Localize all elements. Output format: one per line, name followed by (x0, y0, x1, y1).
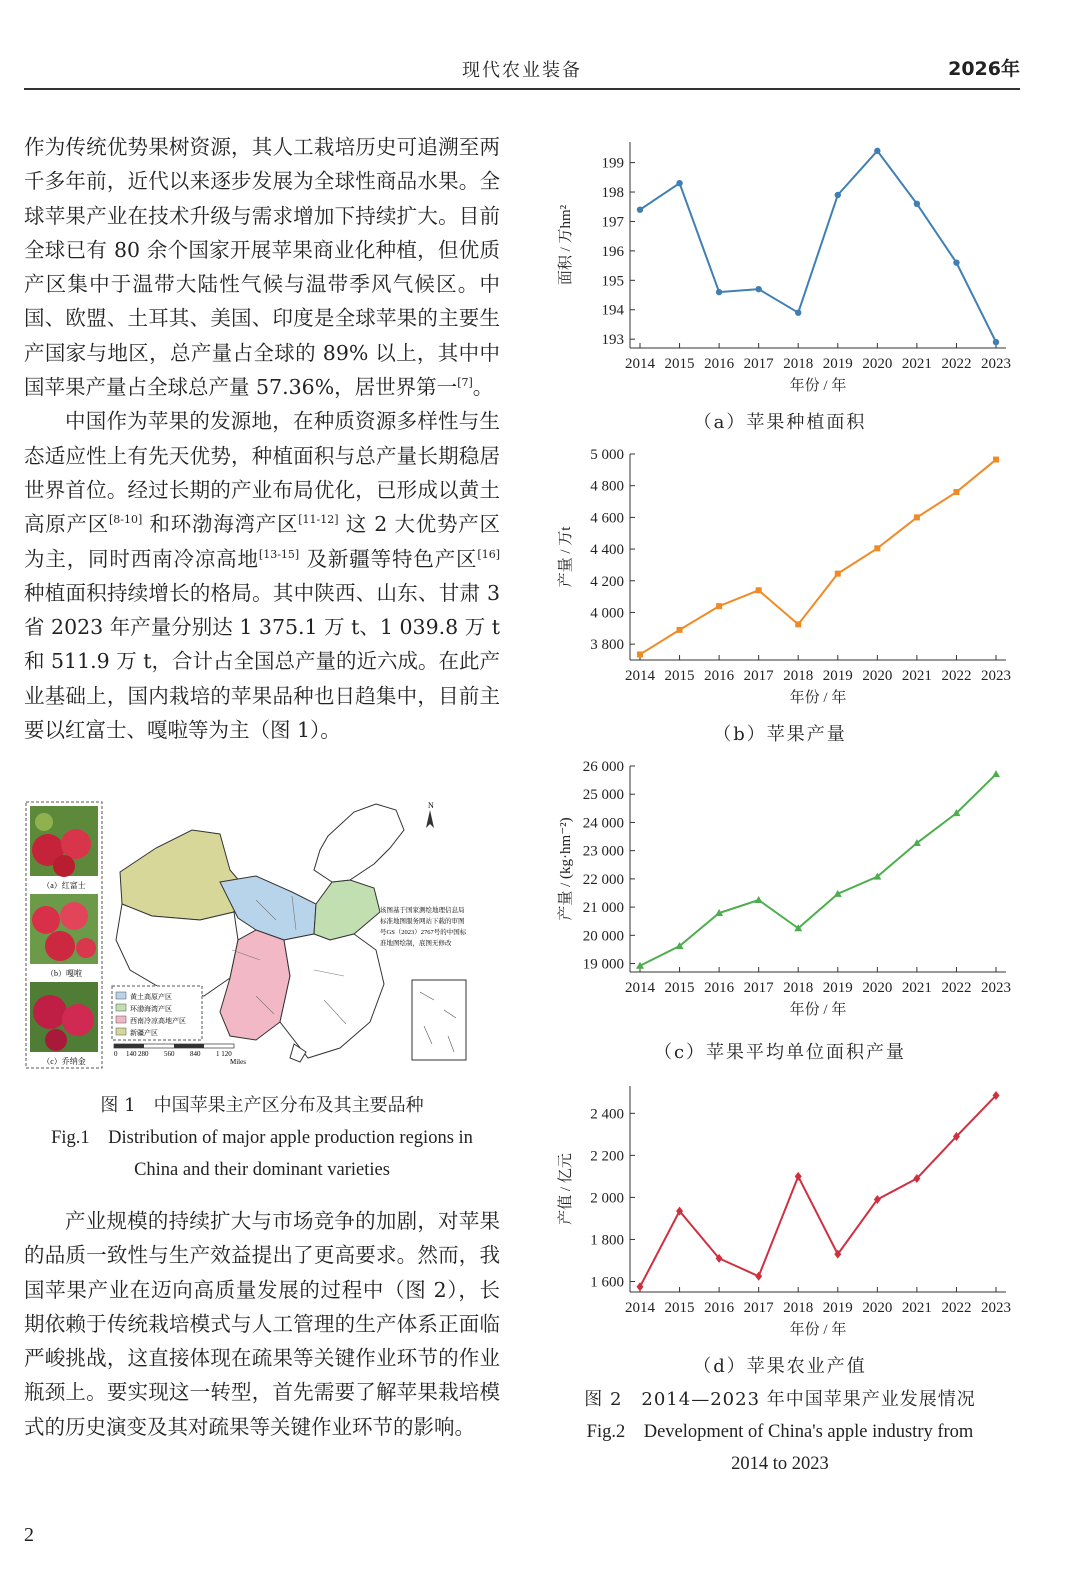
chart-area (540, 130, 1020, 400)
figure-1-caption-en-2: China and their dominant varieties (134, 1160, 390, 1180)
y-tick-label: 195 (601, 273, 624, 290)
x-axis-label: 年份 / 年 (789, 1002, 847, 1018)
paragraph-2 (24, 404, 500, 747)
chart-d-caption: （d）苹果农业产值 (693, 1356, 867, 1377)
map-note-3: 号GS（2023）2767号的中国标 (380, 929, 467, 936)
scale-280: 280 (138, 1050, 149, 1058)
x-tick-label: 2016 (704, 668, 735, 684)
page-header (24, 50, 1020, 90)
x-tick-label: 2017 (743, 668, 774, 684)
x-tick-label: 2022 (941, 668, 972, 684)
north-label: N (428, 801, 434, 810)
data-point (993, 339, 999, 345)
map-note-4: 准地图绘制，底图无修改 (380, 940, 452, 947)
citation: [11-12] (298, 513, 339, 527)
x-tick-label: 2014 (625, 980, 655, 996)
data-point (637, 206, 643, 212)
left-column (24, 130, 500, 747)
photo-c-label: （c）乔纳金 (42, 1057, 86, 1066)
data-point (716, 289, 722, 295)
chart-b-wrap (540, 442, 1020, 716)
legend-swatch-xinjiang (116, 1028, 126, 1035)
scale-1120: 1 120 (216, 1050, 232, 1058)
x-axis-label: 年份 / 年 (789, 1322, 847, 1338)
x-tick-label: 2018 (783, 668, 814, 684)
y-tick-label: 3 800 (590, 637, 624, 654)
y-tick-label: 197 (601, 214, 624, 231)
paragraph-2-text-e: 种植面积持续增长的格局。其中陕西、山东、甘肃 3 省 2023 年产量分别达 1 375.1 万 t、1 039.8 万 t 和 511.9 万 t，合计占全国总产量的近六成。在此产业基础上，国内栽培的苹果品种也日趋集中，目前主要以红富士、嘎啦等为主（图 1）。 (24, 580, 500, 743)
paragraph-2-text-b: 和环渤海湾产区 (142, 512, 299, 537)
data-point (992, 770, 1000, 777)
x-tick-label: 2019 (822, 668, 853, 684)
figure-1-caption-en-1: Fig.1 Distribution of major apple production regions in (51, 1128, 473, 1148)
x-tick-label: 2020 (862, 356, 893, 372)
figure-1-caption (24, 1090, 500, 1186)
data-point (716, 603, 722, 609)
chart-output-value (540, 1074, 1020, 1344)
x-tick-label: 2014 (625, 668, 655, 684)
x-tick-label: 2021 (901, 668, 932, 684)
x-tick-label: 2019 (822, 980, 853, 996)
x-axis-label: 年份 / 年 (789, 690, 847, 706)
paragraph-1-end: 。 (472, 375, 494, 400)
x-tick-label: 2015 (664, 1300, 695, 1316)
data-point (953, 489, 959, 495)
y-tick-label: 19 000 (582, 956, 624, 973)
series-line (640, 774, 996, 966)
citation: [13-15] (258, 547, 300, 561)
chart-c-caption: （c）苹果平均单位面积产量 (653, 1042, 907, 1063)
y-tick-label: 199 (601, 155, 624, 172)
chart-a-wrap (540, 130, 1020, 404)
series-line (640, 151, 996, 342)
paragraph-2-text-c: 这 2 大优势产区为主，同时西南冷凉高地 (24, 512, 501, 571)
paragraph-1-text: 作为传统优势果树资源，其人工栽培历史可追溯至两千多年前，近代以来逐步发展为全球性商品水果。全球苹果产业在技术升级与需求增加下持续扩大。目前全球已有 80 余个国家开展苹果商业化种植，但优质产区集中于温带大陆性气候与温带季风气候区。中国、欧盟、土耳其、美国、印度是全球苹果的主要生产国家与地区，总产量占全球的 89% 以上，其中中国苹果产量占全球总产量 57.36%，居世界第一 (24, 135, 500, 400)
x-tick-label: 2022 (941, 1300, 972, 1316)
y-tick-label: 20 000 (582, 928, 624, 945)
x-tick-label: 2015 (664, 356, 695, 372)
x-tick-label: 2017 (743, 980, 774, 996)
data-point (755, 286, 761, 292)
map-note-1: 该图基于国家测绘地理信息局 (380, 907, 465, 914)
photo-a-label: （a）红富士 (42, 881, 86, 890)
data-point (795, 309, 801, 315)
y-tick-label: 25 000 (582, 787, 624, 804)
photo-b-label: （b）嘎啦 (46, 969, 82, 978)
x-tick-label: 2019 (822, 356, 853, 372)
x-tick-label: 2020 (862, 668, 893, 684)
x-tick-label: 2016 (704, 1300, 735, 1316)
x-tick-label: 2018 (783, 1300, 814, 1316)
data-point (676, 180, 682, 186)
scale-840: 840 (190, 1050, 201, 1058)
x-tick-label: 2015 (664, 980, 695, 996)
paragraph-3: 产业规模的持续扩大与市场竞争的加剧，对苹果的品质一致性与生产效益提出了更高要求。然而，我国苹果产业在迈向高质量发展的过程中（图 2），长期依赖于传统栽培模式与人工管理的生产体系正面临严峻挑战，这直接体现在疏果等关键作业环节的作业瓶颈上。要实现这一转型，首先需要了解苹果栽培模式的历史演变及其对疏果等关键作业环节的影响。 (24, 1209, 500, 1439)
paragraph-2-text-a: 中国作为苹果的发源地，在种质资源多样性与生态适应性上有先天优势，种植面积与总产量长期稳居世界首位。经过长期的产业布局优化，已形成以黄土高原产区 (24, 409, 500, 537)
series-line (640, 1095, 996, 1286)
data-point (914, 514, 920, 520)
x-tick-label: 2018 (783, 356, 814, 372)
y-tick-label: 24 000 (582, 815, 624, 832)
data-point (874, 545, 880, 551)
y-tick-label: 22 000 (582, 871, 624, 888)
scale-bar (114, 1044, 234, 1048)
map-note-2: 标准地图服务网站下载的审图 (380, 918, 465, 925)
x-tick-label: 2023 (981, 1300, 1011, 1316)
x-tick-label: 2021 (901, 356, 932, 372)
data-point (795, 621, 801, 627)
left-column-lower (24, 1204, 500, 1444)
legend-label-xinjiang: 新疆产区 (130, 1029, 158, 1037)
x-tick-label: 2023 (981, 668, 1011, 684)
figure-2-caption (540, 1384, 1020, 1480)
y-tick-label: 2 400 (590, 1106, 624, 1123)
y-axis-label: 产值 / 亿元 (558, 1153, 574, 1225)
north-arrow-icon (426, 810, 434, 828)
chart-production (540, 442, 1020, 712)
y-tick-label: 1 800 (590, 1232, 624, 1249)
y-tick-label: 4 800 (590, 478, 624, 495)
data-point (914, 201, 920, 207)
journal-title: 现代农业装备 (462, 60, 582, 81)
legend-swatch-loess (116, 992, 126, 999)
x-tick-label: 2021 (901, 1300, 932, 1316)
legend-swatch-bohai (116, 1004, 126, 1011)
figure-2-caption-en-1: Fig.2 Development of China's apple industry from (586, 1422, 974, 1442)
paragraph-1 (24, 130, 500, 404)
y-tick-label: 26 000 (582, 759, 624, 775)
x-tick-label: 2022 (941, 356, 972, 372)
y-tick-label: 4 000 (590, 605, 624, 622)
y-tick-label: 194 (601, 302, 624, 319)
x-tick-label: 2023 (981, 356, 1011, 372)
y-tick-label: 4 600 (590, 510, 624, 527)
x-tick-label: 2014 (625, 356, 655, 372)
chart-b-caption: （b）苹果产量 (713, 724, 847, 745)
x-tick-label: 2020 (862, 980, 893, 996)
data-point (755, 896, 763, 903)
figure-2-caption-en-2: 2014 to 2023 (731, 1454, 829, 1474)
x-tick-label: 2019 (822, 1300, 853, 1316)
x-tick-label: 2021 (901, 980, 932, 996)
scale-560: 560 (164, 1050, 175, 1058)
x-tick-label: 2018 (783, 980, 814, 996)
x-tick-label: 2023 (981, 980, 1011, 996)
series-line (640, 460, 996, 655)
data-point (677, 627, 683, 633)
y-tick-label: 1 600 (590, 1274, 624, 1291)
y-axis-label: 产量 / 万t (558, 526, 574, 588)
citation: [7] (457, 376, 473, 390)
data-point (756, 587, 762, 593)
header-year: 2026年 (948, 58, 1020, 80)
x-tick-label: 2022 (941, 980, 972, 996)
data-point (637, 651, 643, 657)
figure-1 (24, 800, 500, 1072)
scale-140: 140 (126, 1050, 137, 1058)
x-tick-label: 2020 (862, 1300, 893, 1316)
chart-c-wrap (540, 754, 1020, 1028)
scale-0: 0 (114, 1050, 118, 1058)
y-tick-label: 2 000 (590, 1190, 624, 1207)
photo-jonagold (30, 982, 98, 1052)
y-tick-label: 4 200 (590, 573, 624, 590)
chart-yield (540, 754, 1020, 1024)
data-point (835, 192, 841, 198)
legend-label-southwest: 西南冷凉高地产区 (130, 1017, 186, 1025)
figure-2-caption-zh: 图 2 2014—2023 年中国苹果产业发展情况 (584, 1389, 976, 1410)
data-point (874, 148, 880, 154)
x-tick-label: 2017 (743, 356, 774, 372)
legend-label-bohai: 环渤海湾产区 (130, 1005, 172, 1013)
data-point (953, 259, 959, 265)
legend-swatch-southwest (116, 1016, 126, 1023)
data-point (993, 457, 999, 463)
scale-unit: Miles (230, 1058, 246, 1066)
y-axis-label: 面积 / 万hm² (558, 204, 574, 286)
y-axis-label: 产量 / (kg·hm⁻²) (558, 817, 574, 921)
data-point (835, 571, 841, 577)
figure-1-graphic (24, 800, 500, 1072)
photo-gala (30, 894, 98, 964)
photo-red-fuji (30, 806, 98, 877)
citation: [16] (477, 547, 500, 561)
y-tick-label: 193 (601, 332, 624, 349)
figure-1-caption-zh: 图 1 中国苹果主产区分布及其主要品种 (100, 1095, 424, 1116)
y-tick-label: 4 400 (590, 542, 624, 559)
y-tick-label: 5 000 (590, 447, 624, 463)
legend-label-loess: 黄土高原产区 (130, 993, 172, 1001)
paragraph-2-text-d: 及新疆等特色产区 (299, 546, 478, 571)
citation: [8-10] (108, 513, 143, 527)
x-tick-label: 2016 (704, 356, 735, 372)
page-number: 2 (24, 1524, 34, 1546)
chart-a-caption: （a）苹果种植面积 (693, 412, 867, 433)
x-axis-label: 年份 / 年 (789, 378, 847, 394)
data-point (755, 1272, 762, 1281)
x-tick-label: 2014 (625, 1300, 655, 1316)
y-tick-label: 2 200 (590, 1148, 624, 1165)
chart-d-wrap (540, 1074, 1020, 1348)
y-tick-label: 198 (601, 185, 624, 202)
y-tick-label: 23 000 (582, 843, 624, 860)
x-tick-label: 2016 (704, 980, 735, 996)
x-tick-label: 2015 (664, 668, 695, 684)
y-tick-label: 21 000 (582, 900, 624, 917)
y-tick-label: 196 (601, 243, 624, 260)
x-tick-label: 2017 (743, 1300, 774, 1316)
